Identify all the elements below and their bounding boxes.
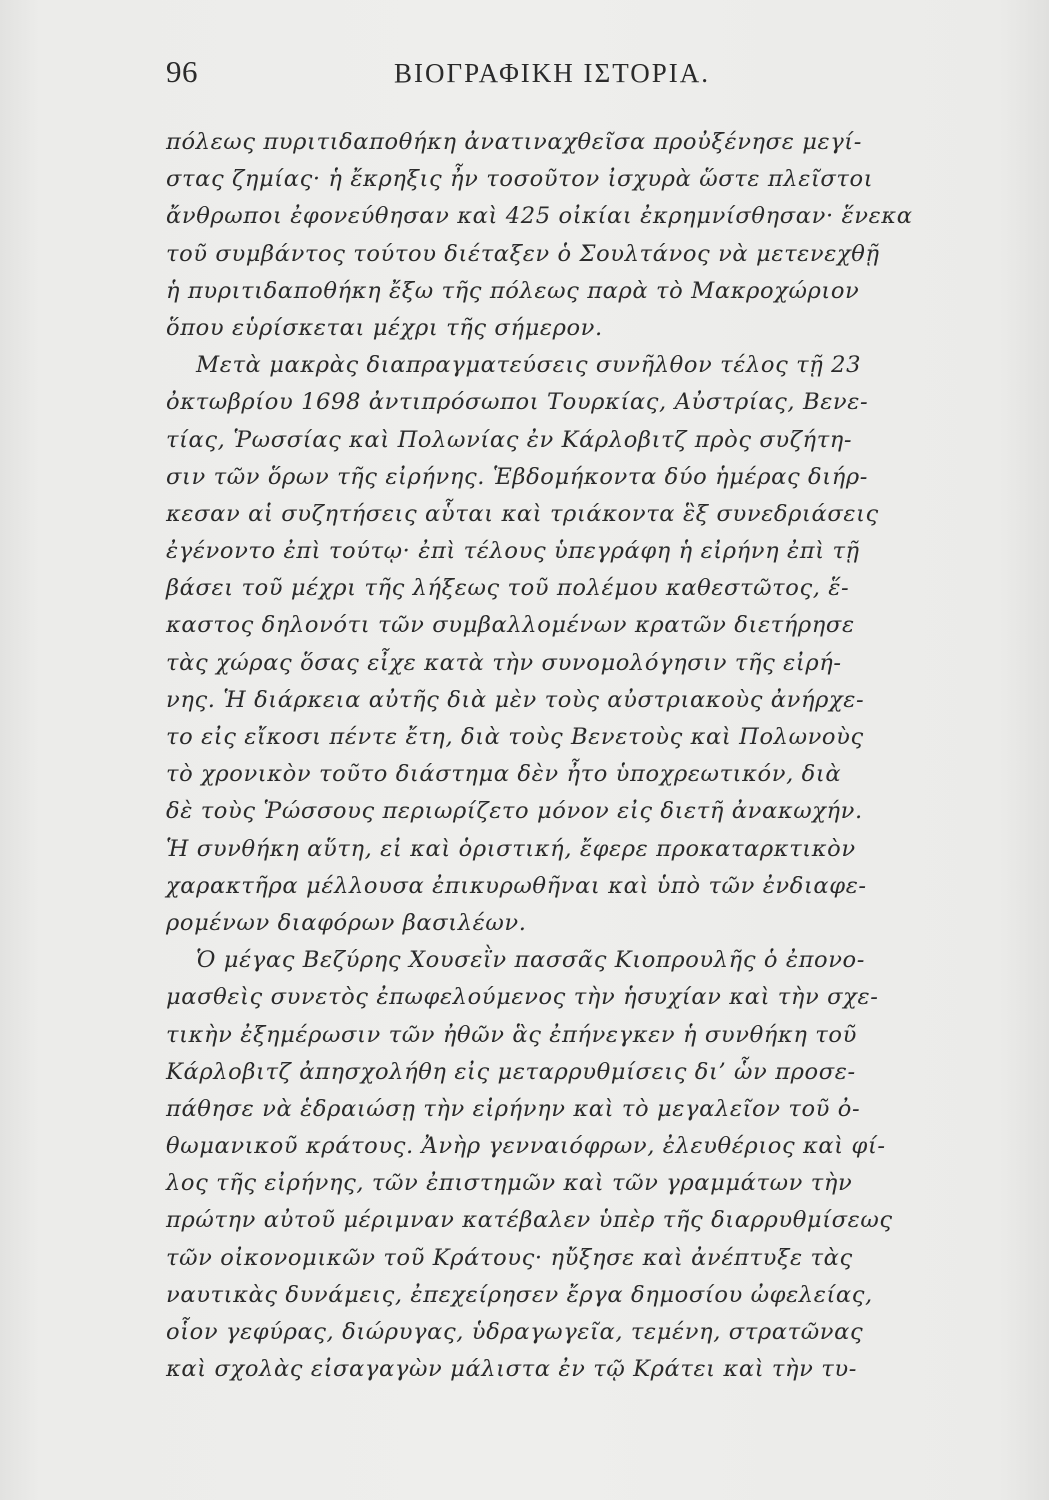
text-line: τικὴν ἐξημέρωσιν τῶν ἠθῶν ἃς ἐπήνεγκεν ἡ συνθήκη τοῦ <box>166 1021 857 1048</box>
text-line: μασθεὶς συνετὸς ἐπωφελούμενος τὴν ἡσυχίαν καὶ τὴν σχε- <box>166 984 879 1011</box>
text-line: στας ζημίας· ἡ ἔκρηξις ἦν τοσοῦτον ἰσχυρὰ ὥστε πλεῖστοι <box>166 166 874 193</box>
text-line: τὸ χρονικὸν τοῦτο διάστημα δὲν ἦτο ὑποχρεωτικόν, διὰ <box>166 761 842 788</box>
text-line: τῶν οἰκονομικῶν τοῦ Κράτους· ηὔξησε καὶ ἀνέπτυξε τὰς <box>166 1244 853 1271</box>
page-header <box>166 54 976 102</box>
text-line: πόλεως πυριτιδαποθήκη ἀνατιναχθεῖσα προὐξένησε μεγί- <box>166 129 863 155</box>
paragraph-first-line: Ὁ μέγας Βεζύρης Χουσεῒν πασσᾶς Κιοπρουλῆς ὁ ἐπονο- <box>196 947 865 974</box>
text-line: το εἰς εἴκοσι πέντε ἔτη, διὰ τοὺς Βενετοὺς καὶ Πολωνοὺς <box>166 724 864 750</box>
text-line: θωμανικοῦ κράτους. Ἀνὴρ γενναιόφρων, ἐλευθέριος καὶ φί- <box>166 1133 886 1160</box>
text-line: οἷον γεφύρας, διώρυγας, ὑδραγωγεῖα, τεμένη, στρατῶνας <box>166 1319 864 1345</box>
text-line: κεσαν αἱ συζητήσεις αὗται καὶ τριάκοντα ἓξ συνεδριάσεις <box>166 500 879 527</box>
text-line: ὅπου εὑρίσκεται μέχρι τῆς σήμερον. <box>166 314 603 341</box>
page-number: 96 <box>166 54 198 89</box>
text-line: τὰς χώρας ὅσας εἶχε κατὰ τὴν συνομολόγησιν τῆς εἰρή- <box>166 649 842 676</box>
body-text <box>166 124 966 1388</box>
text-line: σιν τῶν ὅρων τῆς εἰρήνης. Ἑβδομήκοντα δύο ἡμέρας διήρ- <box>166 463 868 490</box>
text-line: τίας, Ῥωσσίας καὶ Πολωνίας ἐν Κάρλοβιτζ πρὸς συζήτη- <box>166 426 853 453</box>
text-line: καστος δηλονότι τῶν συμβαλλομένων κρατῶν διετήρησε <box>166 612 855 639</box>
text-line: δὲ τοὺς Ῥώσσους περιωρίζετο μόνον εἰς διετῆ ἀνακωχήν. <box>166 798 863 825</box>
text-line: βάσει τοῦ μέχρι τῆς λήξεως τοῦ πολέμου καθεστῶτος, ἕ- <box>166 575 850 602</box>
text-line: Ἡ συνθήκη αὕτη, εἰ καὶ ὁριστική, ἔφερε προκαταρκτικὸν <box>166 835 856 862</box>
text-line: χαρακτῆρα μέλλουσα ἐπικυρωθῆναι καὶ ὑπὸ τῶν ἐνδιαφε- <box>166 872 867 899</box>
text-line: ναυτικὰς δυνάμεις, ἐπεχείρησεν ἔργα δημοσίου ὠφελείας, <box>166 1281 873 1308</box>
paragraph-first-line: Μετὰ μακρὰς διαπραγματεύσεις συνῆλθον τέλος τῇ 23 <box>196 352 862 379</box>
text-line: Κάρλοβιτζ ἀπησχολήθη εἰς μεταρρυθμίσεις δι’ ὧν προσε- <box>166 1058 856 1085</box>
text-line: καὶ σχολὰς εἰσαγαγὼν μάλιστα ἐν τῷ Κράτει καὶ τὴν τυ- <box>166 1356 857 1383</box>
text-line: ἄνθρωποι ἐφονεύθησαν καὶ 425 οἰκίαι ἐκρημνίσθησαν· ἕνεκα <box>166 203 913 230</box>
text-line: ὀκτωβρίου 1698 ἀντιπρόσωποι Τουρκίας, Αὐστρίας, Βενε- <box>166 389 869 416</box>
text-line: πάθησε νὰ ἑδραιώσῃ τὴν εἰρήνην καὶ τὸ μεγαλεῖον τοῦ ὀ- <box>166 1095 861 1122</box>
text-line: λος τῆς εἰρήνης, τῶν ἐπιστημῶν καὶ τῶν γραμμάτων τὴν <box>166 1170 853 1197</box>
text-line: ἡ πυριτιδαποθήκη ἔξω τῆς πόλεως παρὰ τὸ Μακροχώριον <box>166 277 860 304</box>
text-line: ρομένων διαφόρων βασιλέων. <box>166 909 527 936</box>
text-line: τοῦ συμβάντος τούτου διέταξεν ὁ Σουλτάνος νὰ μετενεχθῇ <box>166 240 880 267</box>
text-line: ἐγένοντο ἐπὶ τούτῳ· ἐπὶ τέλους ὑπεγράφη ἡ εἰρήνη ἐπὶ τῇ <box>166 538 860 565</box>
text-line: νης. Ἡ διάρκεια αὐτῆς διὰ μὲν τοὺς αὐστριακοὺς ἀνήρχε- <box>166 686 865 713</box>
text-line: πρώτην αὐτοῦ μέριμναν κατέβαλεν ὑπὲρ τῆς διαρρυθμίσεως <box>166 1207 893 1234</box>
running-title: ΒΙΟΓΡΑΦΙΚΗ ΙΣΤΟΡΙΑ. <box>394 58 711 88</box>
